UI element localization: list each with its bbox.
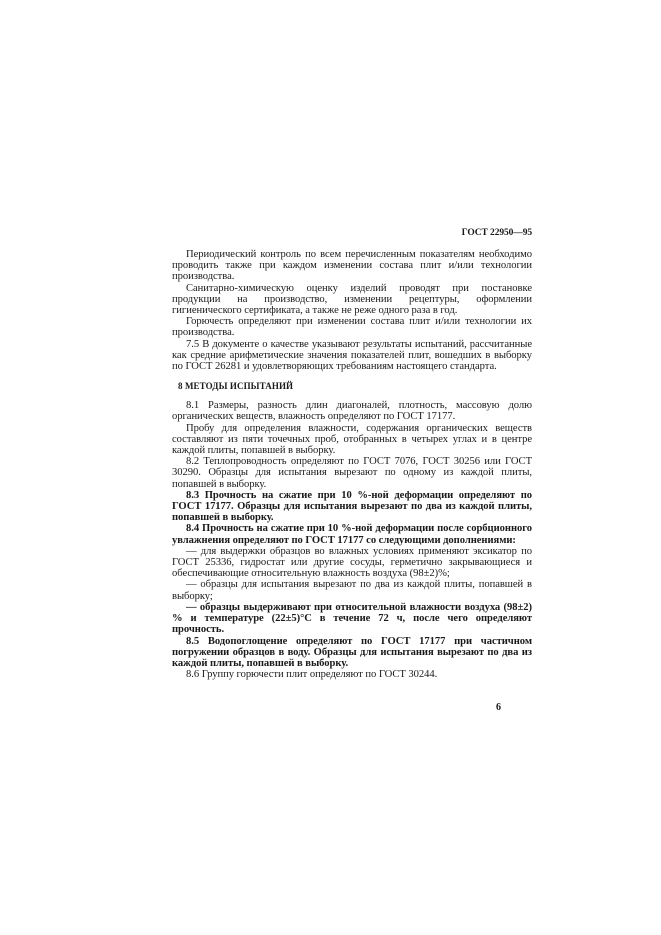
paragraph-8-2: 8.2 Теплопроводность определяют по ГОСТ 7076, ГОСТ 30256 или ГОСТ 30290. Образцы для испытания вырезают по одному из каждой плиты, попавшей в выборку. [172, 456, 532, 490]
page-number: 6 [496, 702, 501, 713]
paragraph-8-1: 8.1 Размеры, разность длин диагоналей, плотность, массовую долю органических веществ, влажность определяют по ГОСТ 17177. [172, 400, 532, 423]
paragraph-8-5: 8.5 Водопоглощение определяют по ГОСТ 17177 при частичном погружении образцов в воду. Образцы для испытания вырезают по два из каждой плиты, попавшей в выборку. [172, 635, 532, 669]
list-item-exsiccator: — для выдержки образцов во влажных условиях применяют эксикатор по ГОСТ 25336, гидростат или другие сосуды, герметично закрывающиеся и обеспечивающие относительную влажность воздуха (98±2)%; [172, 545, 532, 580]
list-item-hold-samples: — образцы выдерживают при относительной влажности воздуха (98±2) % и температуре (22±5)°С в течение 72 ч, после чего определяют прочность. [172, 601, 532, 636]
document-page [172, 228, 532, 680]
paragraph-flammability: Горючесть определяют при изменении состава плит и/или технологии их производства. [172, 316, 532, 339]
paragraph-sample-preparation: Пробу для определения влажности, содержания органических веществ составляют из пяти точечных проб, отобранных в четырех углах и в центре каждой плиты, попавшей в выборку. [172, 422, 532, 457]
paragraph-periodic-control: Периодический контроль по всем перечисленным показателям необходимо проводить также при каждом изменении состава плит и/или технологии производства. [172, 249, 532, 283]
document-code-header: ГОСТ 22950—95 [461, 228, 532, 238]
paragraph-sanitary-assessment: Санитарно-химическую оценку изделий проводят при постановке продукции на производство, изменении рецептуры, оформлении гигиенического сертификата, а также не реже одного раза в год. [172, 282, 532, 317]
paragraph-7-5: 7.5 В документе о качестве указывают результаты испытаний, рассчитанные как средние арифметические значения показателей плит, вошедших в выборку по ГОСТ 26281 и удовлетворяющих требованиям настоящего стандарта. [172, 338, 532, 373]
paragraph-8-3: 8.3 Прочность на сжатие при 10 %-ной деформации определяют по ГОСТ 17177. Образцы для испытания вырезают по два из каждой плиты, попавшей в выборку. [172, 489, 532, 524]
section-title-test-methods: 8 МЕТОДЫ ИСПЫТАНИЙ [178, 381, 294, 392]
paragraph-8-4: 8.4 Прочность на сжатие при 10 %-ной деформации после сорбционного увлажнения определяют по ГОСТ 17177 со следующими дополнениями: [172, 523, 532, 546]
paragraph-8-6: 8.6 Группу горючести плит определяют по ГОСТ 30244. [186, 669, 438, 681]
list-item-cut-samples: — образцы для испытания вырезают по два из каждой плиты, попавшей в выборку; [172, 579, 532, 602]
